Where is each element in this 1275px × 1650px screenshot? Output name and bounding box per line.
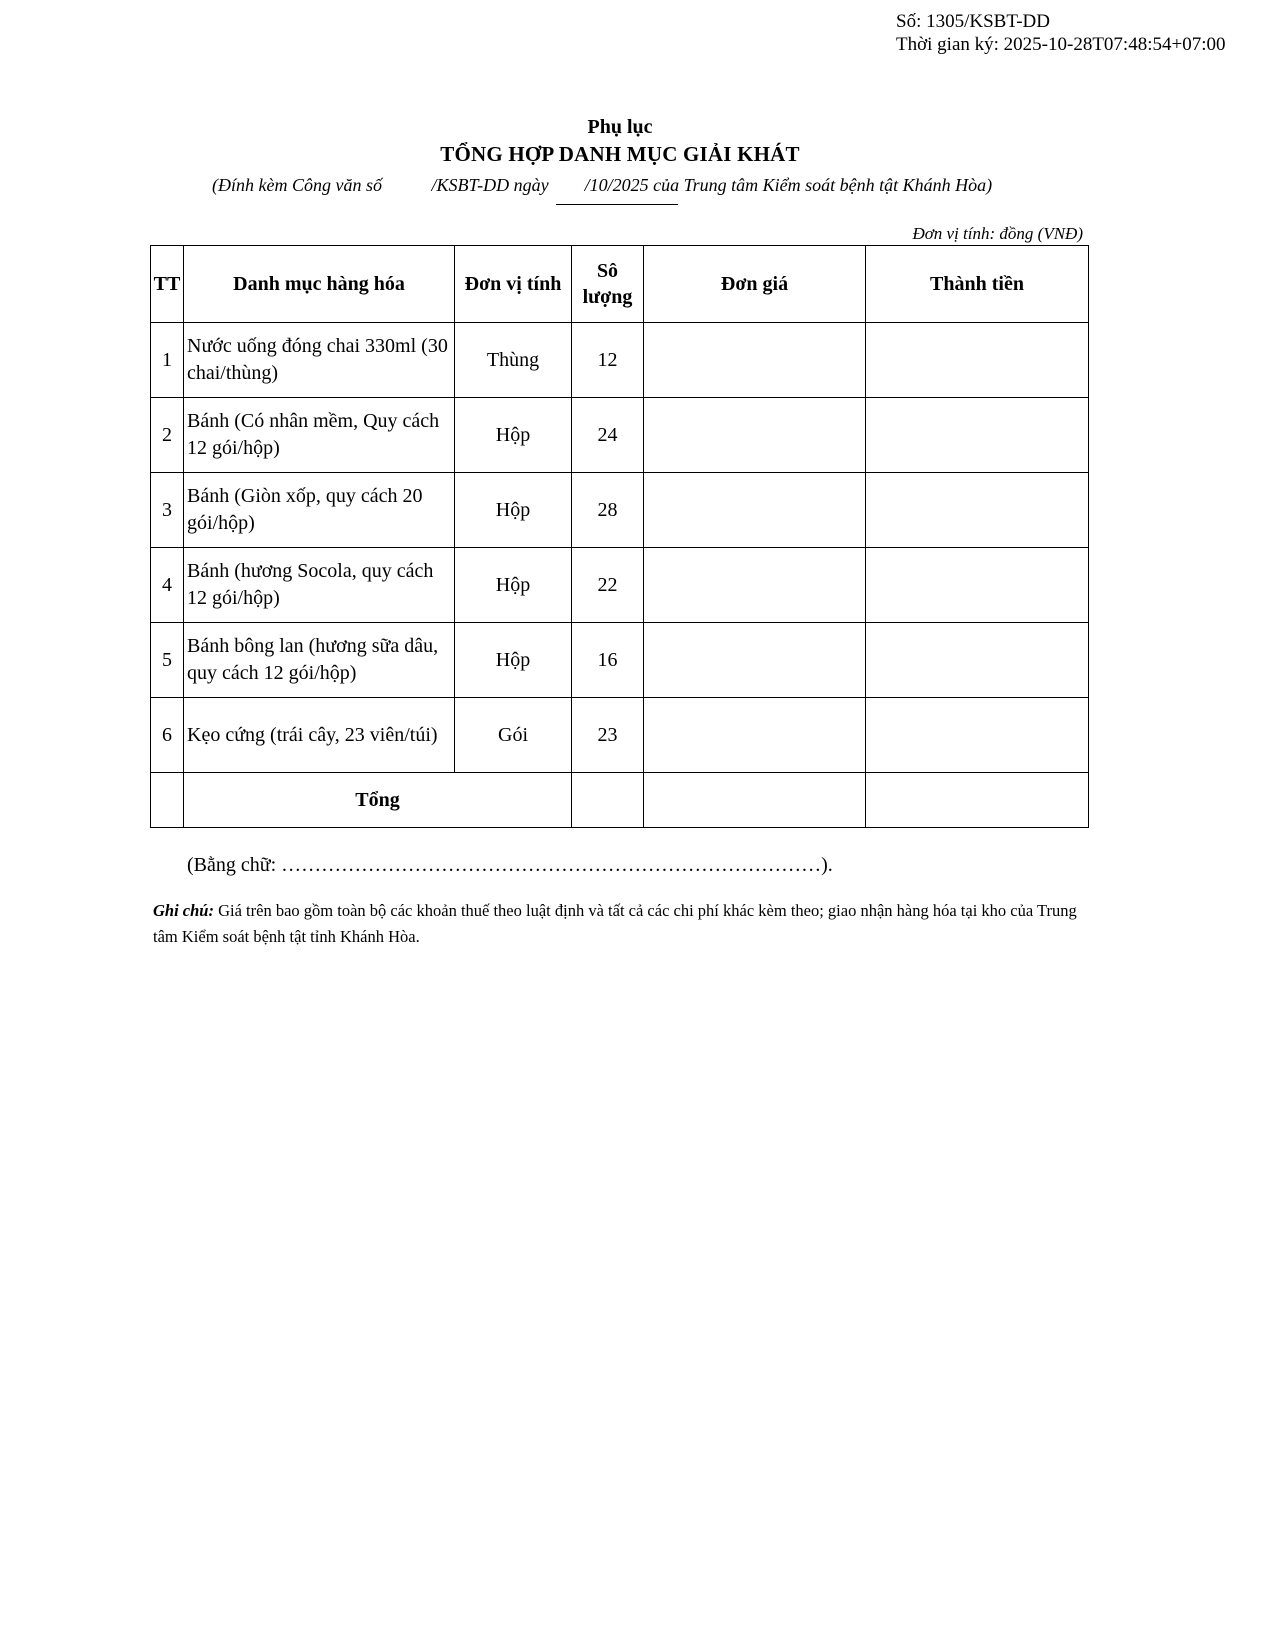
subtitle-part-2: /KSBT-DD ngày (431, 175, 549, 195)
cell-amount (866, 623, 1089, 698)
col-header-unit: Đơn vị tính (455, 246, 572, 323)
cell-qty: 12 (572, 323, 644, 398)
cell-qty: 22 (572, 548, 644, 623)
cell-tt: 5 (151, 623, 184, 698)
cell-qty: 16 (572, 623, 644, 698)
col-header-item: Danh mục hàng hóa (184, 246, 455, 323)
subtitle-gap-2 (549, 175, 585, 195)
total-label: Tổng (184, 773, 572, 828)
signature-block (896, 10, 1226, 56)
cell-qty: 28 (572, 473, 644, 548)
subtitle-part-1: (Đính kèm Công văn số (212, 175, 382, 195)
note (153, 898, 1088, 950)
unit-note: Đơn vị tính: đồng (VNĐ) (912, 224, 1083, 243)
col-header-amount: Thành tiền (866, 246, 1089, 323)
cell-amount (866, 323, 1089, 398)
cell-unit: Hộp (455, 398, 572, 473)
cell-item-name: Bánh bông lan (hương sữa dâu, quy cách 12 gói/hộp) (184, 623, 455, 698)
cell-item-name: Bánh (Giòn xốp, quy cách 20 gói/hộp) (184, 473, 455, 548)
cell-tt: 2 (151, 398, 184, 473)
table-header-row (151, 246, 1089, 323)
cell-price (644, 473, 866, 548)
cell-item-name: Kẹo cứng (trái cây, 23 viên/túi) (184, 698, 455, 773)
cell-item-name: Nước uống đóng chai 330ml (30 chai/thùng) (184, 323, 455, 398)
cell-price (644, 548, 866, 623)
cell-amount (866, 398, 1089, 473)
cell-unit: Hộp (455, 548, 572, 623)
cell-amount (866, 548, 1089, 623)
table-row (151, 548, 1089, 623)
cell-price (644, 623, 866, 698)
divider-rule (556, 204, 678, 205)
total-cell-price (644, 773, 866, 828)
total-cell-amount (866, 773, 1089, 828)
col-header-qty-line1: Sô (596, 260, 619, 282)
cell-unit: Gói (455, 698, 572, 773)
appendix-heading: Phụ lục (587, 116, 653, 138)
col-header-qty-line2: lượng (582, 286, 633, 308)
col-header-qty (572, 246, 644, 323)
subtitle (212, 175, 992, 196)
table-row (151, 323, 1089, 398)
amount-in-words: (Bằng chữ: ………………………………………………………………………). (187, 854, 833, 876)
cell-unit: Hộp (455, 623, 572, 698)
table-row (151, 473, 1089, 548)
subtitle-gap-1 (382, 175, 432, 195)
cell-tt: 4 (151, 548, 184, 623)
cell-price (644, 323, 866, 398)
note-label: Ghi chú: (153, 901, 214, 920)
items-table (150, 245, 1089, 828)
cell-price (644, 398, 866, 473)
table-row (151, 698, 1089, 773)
table-row (151, 398, 1089, 473)
cell-tt: 6 (151, 698, 184, 773)
col-header-tt: TT (151, 246, 184, 323)
cell-amount (866, 698, 1089, 773)
signed-time: Thời gian ký: 2025-10-28T07:48:54+07:00 (896, 34, 1226, 55)
note-text: Giá trên bao gồm toàn bộ các khoản thuế theo luật định và tất cả các chi phí khác kèm theo; giao nhận hàng hóa tại kho của Trung tâm Kiểm soát bệnh tật tỉnh Khánh Hòa. (153, 901, 1077, 946)
cell-qty: 24 (572, 398, 644, 473)
cell-unit: Thùng (455, 323, 572, 398)
cell-price (644, 698, 866, 773)
page-title: TỔNG HỢP DANH MỤC GIẢI KHÁT (440, 142, 800, 166)
document-number: Số: 1305/KSBT-DD (896, 11, 1050, 32)
table-total-row (151, 773, 1089, 828)
total-cell-qty (572, 773, 644, 828)
cell-item-name: Bánh (hương Socola, quy cách 12 gói/hộp) (184, 548, 455, 623)
cell-unit: Hộp (455, 473, 572, 548)
cell-qty: 23 (572, 698, 644, 773)
subtitle-part-3: /10/2025 của Trung tâm Kiểm soát bệnh tật Khánh Hòa) (584, 175, 993, 195)
cell-amount (866, 473, 1089, 548)
cell-tt: 1 (151, 323, 184, 398)
cell-item-name: Bánh (Có nhân mềm, Quy cách 12 gói/hộp) (184, 398, 455, 473)
col-header-price: Đơn giá (644, 246, 866, 323)
cell-tt: 3 (151, 473, 184, 548)
total-cell-tt (151, 773, 184, 828)
table-row (151, 623, 1089, 698)
